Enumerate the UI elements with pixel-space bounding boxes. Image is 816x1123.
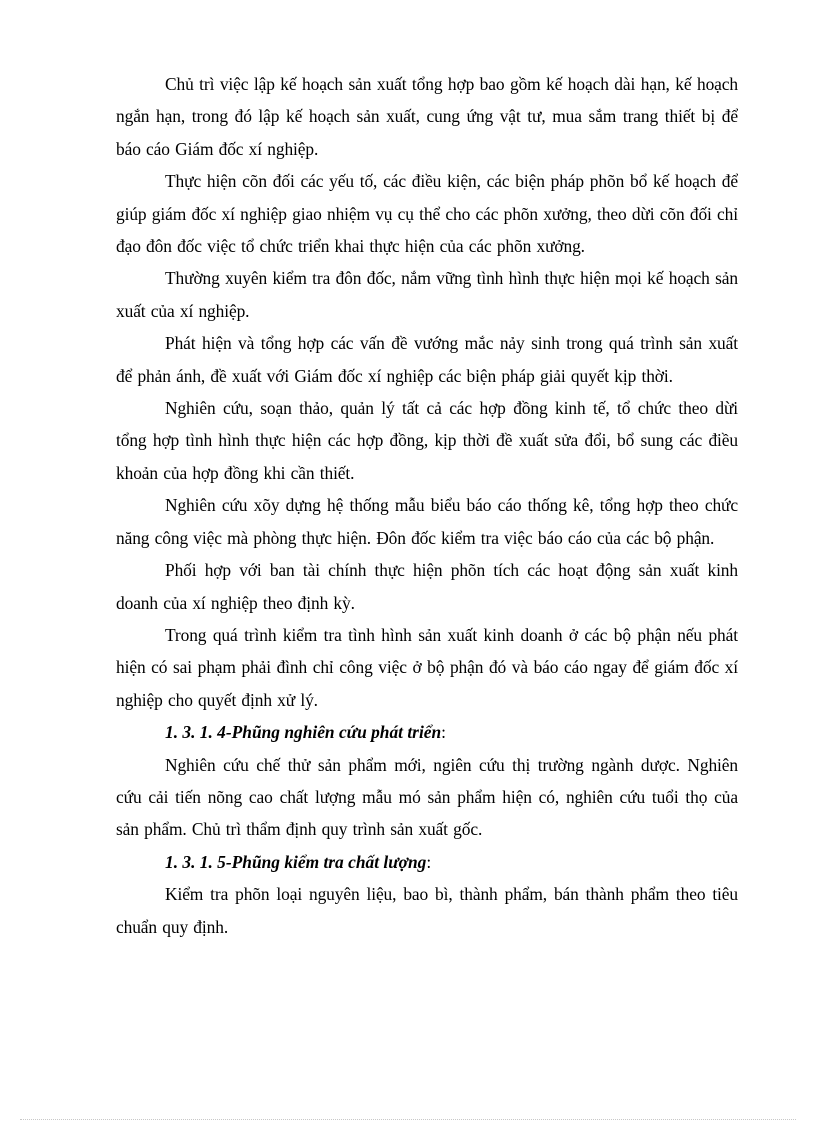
section-heading-colon: :: [441, 722, 447, 743]
paragraph: Nghiên cứu chế thử sản phẩm mới, ngiên cứu thị trường ngành dược. Nghiên cứu cải tiến nõng cao chất lượng mẫu mó sản phẩm hiện có, nghiên cứu tuổi thọ của sản phẩm. Chủ trì thẩm định quy trình sản xuất gốc.: [116, 754, 738, 840]
section-heading: [116, 716, 738, 748]
section-heading-title: 1. 3. 1. 5-Phũng kiểm tra chất lượng: [165, 851, 427, 872]
section-heading-colon: :: [426, 851, 432, 872]
paragraph: Phát hiện và tổng hợp các vấn đề vướng mắc nảy sinh trong quá trình sản xuất để phản ánh, đề xuất với Giám đốc xí nghiệp các biện pháp giải quyết kịp thời.: [116, 333, 738, 386]
paragraph: Nghiên cứu, soạn thảo, quản lý tất cả các hợp đồng kinh tế, tổ chức theo dừi tổng hợp tình hình thực hiện các hợp đồng, kịp thời đề xuất sửa đổi, bổ sung các điều khoản của hợp đồng khi cần thiết.: [116, 398, 738, 483]
page-bottom-divider: [20, 1119, 796, 1120]
paragraph: Kiểm tra phõn loại nguyên liệu, bao bì, thành phẩm, bán thành phẩm theo tiêu chuẩn quy định.: [116, 884, 738, 937]
paragraph: Nghiên cứu xõy dựng hệ thống mẫu biểu báo cáo thống kê, tổng hợp theo chức năng công việc mà phòng thực hiện. Đôn đốc kiểm tra việc báo cáo của các bộ phận.: [116, 495, 738, 548]
paragraph: Trong quá trình kiểm tra tình hình sản xuất kinh doanh ở các bộ phận nếu phát hiện có sai phạm phải đình chỉ công việc ở bộ phận đó và báo cáo ngay để giám đốc xí nghiệp cho quyết định xử lý.: [116, 624, 738, 710]
paragraph: Chủ trì việc lập kế hoạch sản xuất tổng hợp bao gồm kế hoạch dài hạn, kế hoạch ngắn hạn, trong đó lập kế hoạch sản xuất, cung ứng vật tư, mua sắm trang thiết bị để báo cáo Giám đốc xí nghiệp.: [116, 74, 738, 159]
section-heading: [116, 846, 738, 878]
section-heading-title: 1. 3. 1. 4-Phũng nghiên cứu phát triển: [165, 722, 442, 743]
document-page: [116, 68, 738, 943]
paragraph: Phối hợp với ban tài chính thực hiện phõn tích các hoạt động sản xuất kinh doanh của xí nghiệp theo định kỳ.: [116, 560, 738, 613]
paragraph: Thực hiện cõn đối các yếu tố, các điều kiện, các biện pháp phõn bổ kế hoạch để giúp giám đốc xí nghiệp giao nhiệm vụ cụ thể cho các phõn xưởng, theo dừi cõn đối chỉ đạo đôn đốc việc tổ chức triển khai thực hiện của các phõn xưởng.: [116, 171, 738, 257]
paragraph: Thường xuyên kiểm tra đôn đốc, nắm vững tình hình thực hiện mọi kế hoạch sản xuất của xí nghiệp.: [116, 268, 738, 321]
